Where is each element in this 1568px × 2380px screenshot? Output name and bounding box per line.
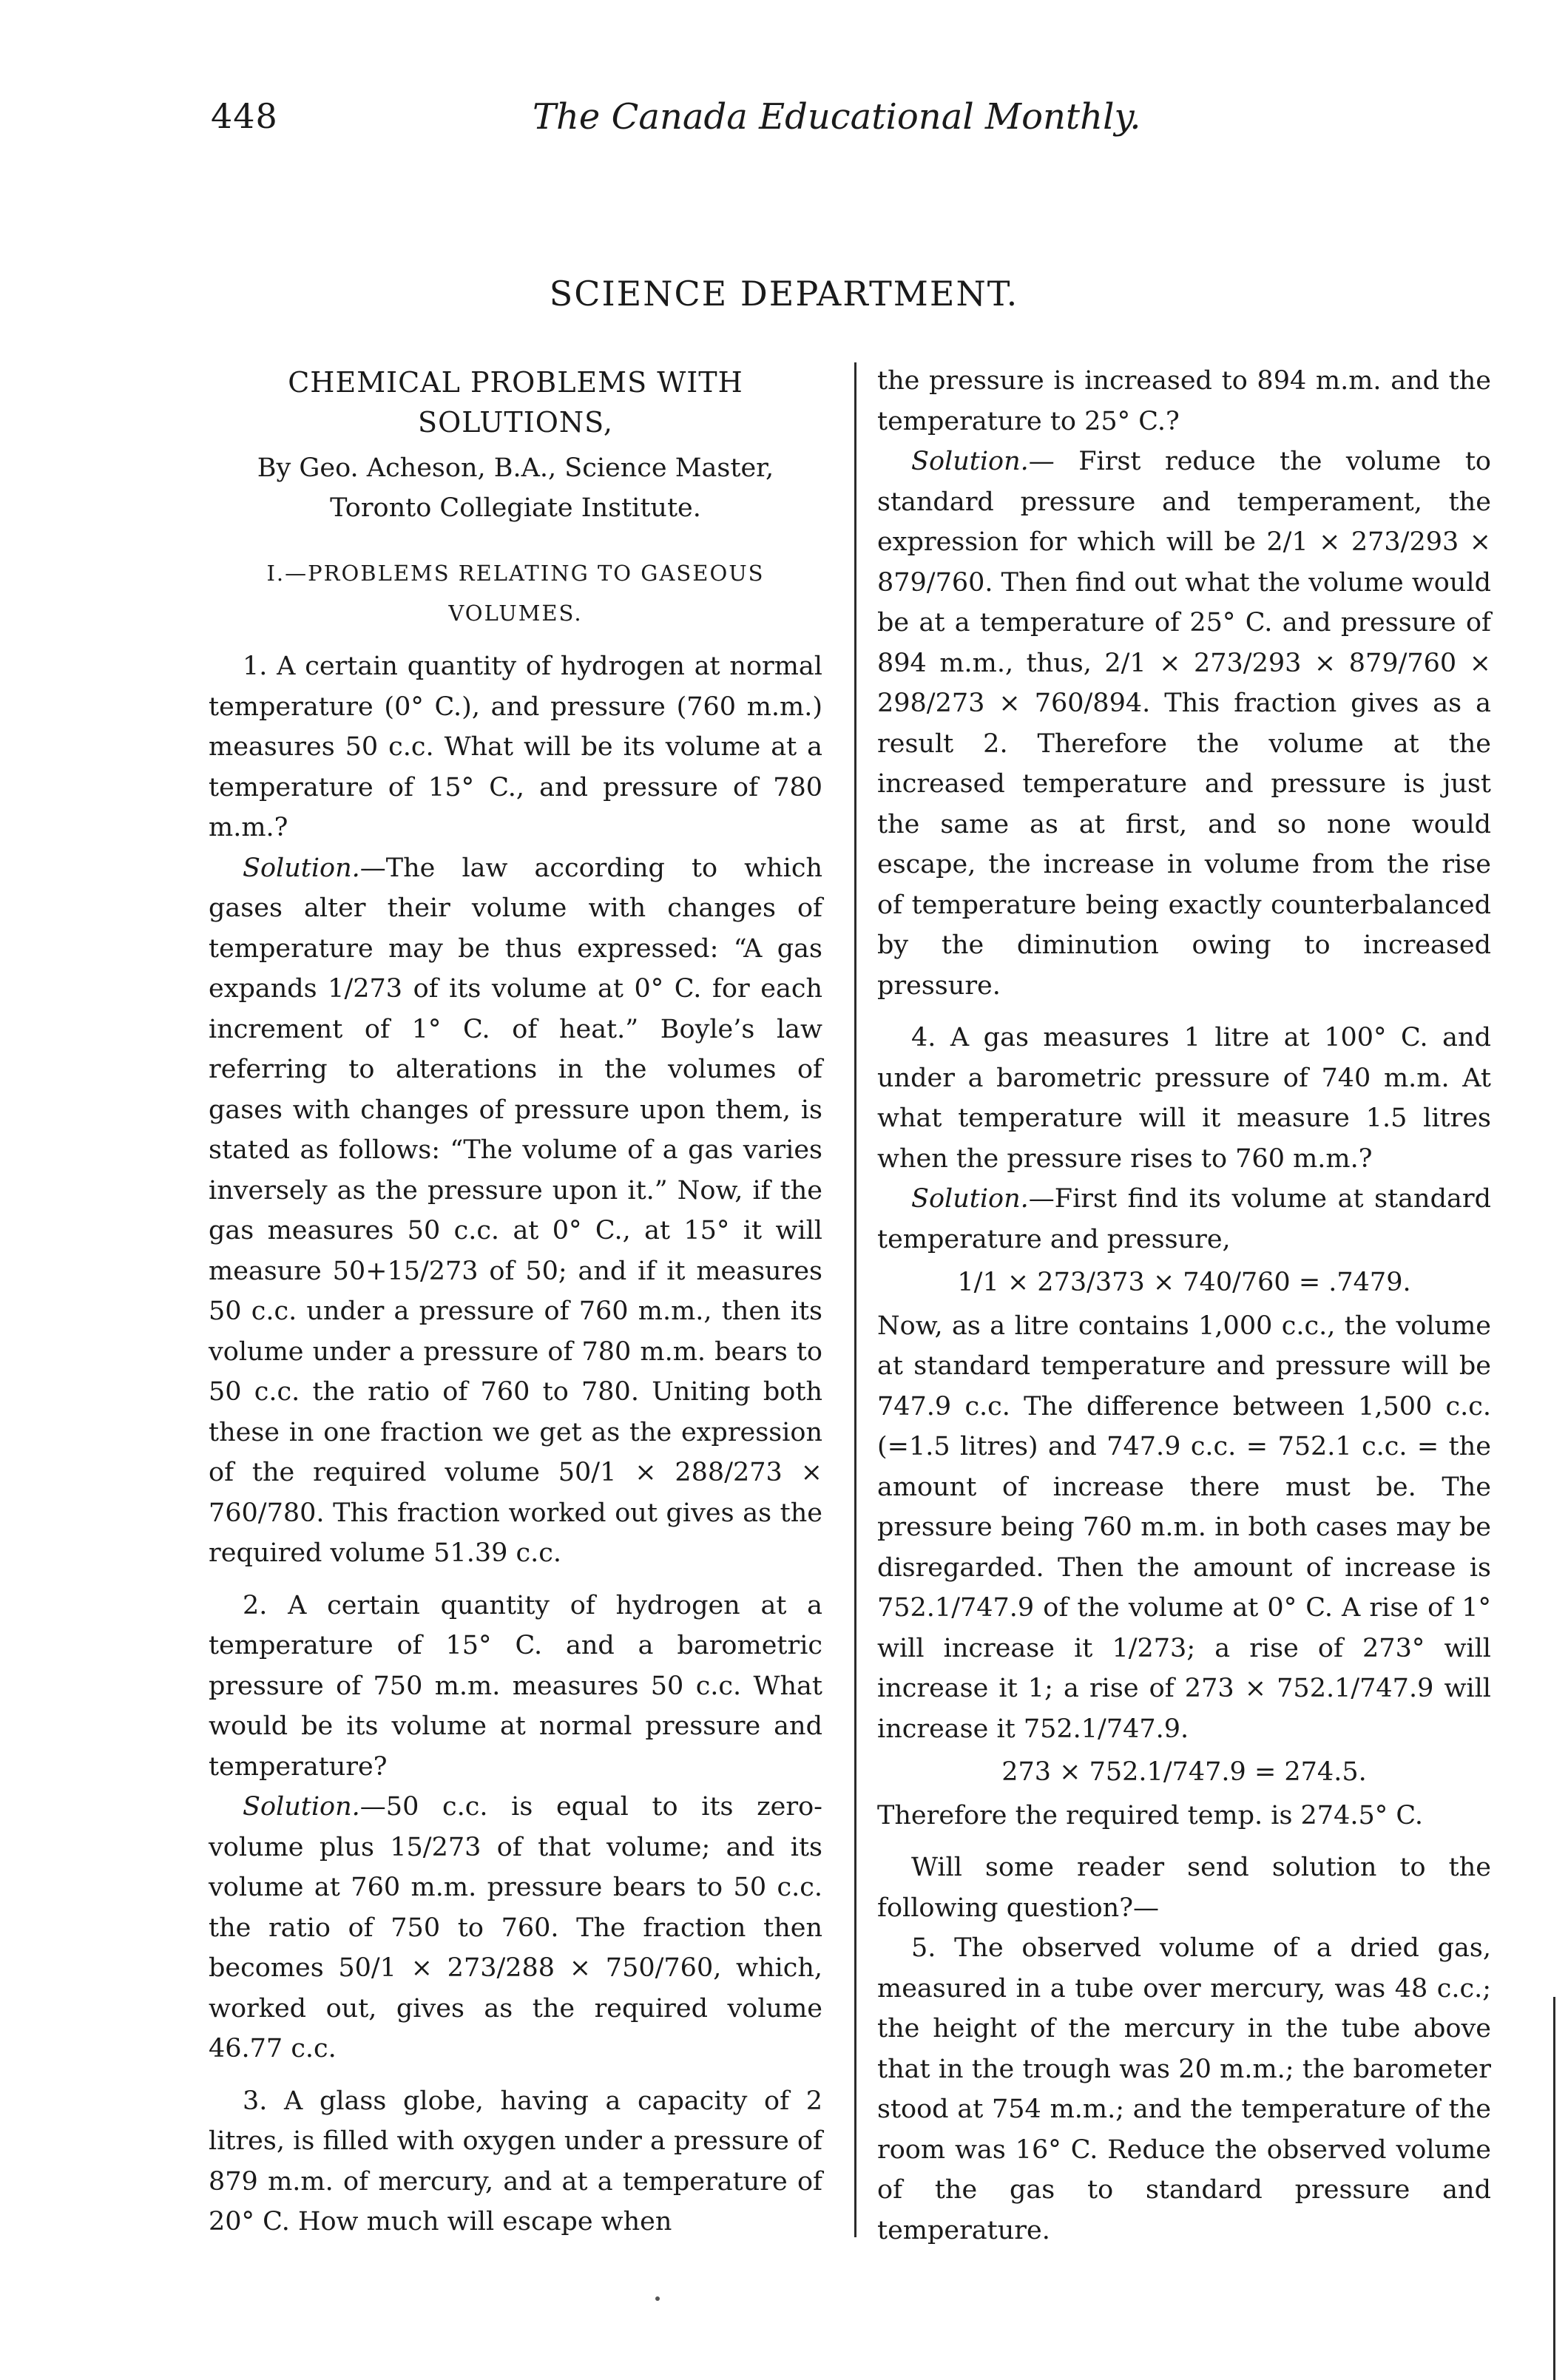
problem-3: 3. A glass globe, having a capacity of 2 litres, is filled with oxygen under a pressure of 879 m.m. of mercury, and at a temperature of 20° C. How much will escape when (209, 2086, 822, 2237)
running-head (0, 96, 1568, 155)
right-column (877, 361, 1491, 2251)
article-title: CHEMICAL PROBLEMS WITH SOLUTIONS, (288, 366, 743, 439)
page-number: 448 (211, 96, 278, 136)
byline-line-1: By Geo. Acheson, B.A., Science Master, (257, 453, 774, 483)
solution-1 (209, 848, 822, 1574)
section-heading: I.—PROBLEMS RELATING TO GASEOUS VOLUMES. (266, 561, 765, 626)
problem-5: 5. The observed volume of a dried gas, measured in a tube over mercury, was 48 c.c.; the height of the mercury in the tube above that in the trough was 20 m.m.; the barometer stood at 754 m.m.; and the temperature of the room was 16° C. Reduce the observed volume of the gas to standard pressure and temperature. (877, 1933, 1491, 2245)
solution-label: Solution. (243, 1792, 360, 1822)
solution-label: Solution. (243, 853, 360, 883)
byline-line-2: Toronto Collegiate Institute. (330, 493, 701, 523)
formula-2: 273 × 752.1/747.9 = 274.5. (1001, 1757, 1367, 1787)
solution-1-text: —The law according to which gases alter their volume with changes of temperature may be thus expressed: “A gas expands 1/273 of its volume at 0° C. for each increment of 1° C. of heat.” Boyle’s law referring to alterations in the volumes of gases with changes of pressure upon them, is stated as follows: “The volume of a gas varies inversely as the pressure upon it.” Now, if the gas measures 50 c.c. at 0° C., at 15° it will measure 50+15/273 of 50; and if it measures 50 c.c. under a pressure of 760 m.m., then its volume under a pressure of 780 m.m. bears to 50 c.c. the ratio of 760 to 780. Uniting both these in one fraction we get as the expression of the required volume 50/1 × 288/273 × 760/780. This fraction worked out gives as the required volume 51.39 c.c. (209, 853, 822, 1568)
article-byline (209, 448, 822, 528)
solution-2 (209, 1787, 822, 2069)
solution-4-result: Therefore the required temp. is 274.5° C. (877, 1800, 1424, 1830)
print-speck (655, 2296, 660, 2301)
solution-4-text: —First find its volume at standard temperature and pressure, (877, 1184, 1491, 1254)
reader-request: Will some reader send solution to the following question?— (877, 1853, 1491, 1923)
problem-4: 4. A gas measures 1 litre at 100° C. and under a barometric pressure of 740 m.m. At what temperature will it measure 1.5 litres when the pressure rises to 760 m.m.? (877, 1023, 1491, 1174)
solution-label: Solution. (911, 1184, 1029, 1214)
solution-4-continued: Now, as a litre contains 1,000 c.c., the volume at standard temperature and pressure will be 747.9 c.c. The difference between 1,500 c.c. (=1.5 litres) and 747.9 c.c. = 752.1 c.c. = the amount of increase there must be. The pressure being 760 m.m. in both cases may be disregarded. Then the amount of increase is 752.1/747.9 of the volume at 0° C. A rise of 1° will increase it 1/273; a rise of 273° will increase it 1; a rise of 273 × 752.1/747.9 will increase it 752.1/747.9. (877, 1311, 1491, 1744)
column-rule (854, 362, 856, 2237)
solution-2-text: —50 c.c. is equal to its zero-volume plus 15/273 of that volume; and its volume at 760 m.m. pressure bears to 50 c.c. the ratio of 750 to 760. The fraction then becomes 50/1 × 273/288 × 750/760, which, worked out, gives as the required volume 46.77 c.c. (209, 1792, 822, 2063)
solution-3 (877, 442, 1491, 1006)
journal-title: The Canada Educational Monthly. (533, 96, 1141, 138)
left-column (209, 362, 822, 2242)
problem-1: 1. A certain quantity of hydrogen at normal temperature (0° C.), and pressure (760 m.m.) measures 50 c.c. What will be its volume at a temperature of 15° C., and pressure of 780 m.m.? (209, 652, 822, 842)
problem-3-continued: the pressure is increased to 894 m.m. and the temperature to 25° C.? (877, 366, 1491, 436)
formula-1: 1/1 × 273/373 × 740/760 = .7479. (957, 1268, 1411, 1297)
solution-4 (877, 1179, 1491, 1260)
page-edge-rule (1553, 1997, 1555, 2380)
solution-label: Solution. (911, 447, 1029, 476)
problem-2: 2. A certain quantity of hydrogen at a temperature of 15° C. and a barometric pressure of 750 m.m. measures 50 c.c. What would be its volume at normal pressure and temperature? (209, 1590, 822, 1782)
solution-3-text: — First reduce the volume to standard pressure and temperament, the expression for which will be 2/1 × 273/293 × 879/760. Then find out what the volume would be at a temperature of 25° C. and pressure of 894 m.m., thus, 2/1 × 273/293 × 879/760 × 298/273 × 760/894. This fraction gives as a result 2. Therefore the volume at the increased temperature and pressure is just the same as at first, and so none would escape, the increase in volume from the rise of temperature being exactly counterbalanced by the diminution owing to increased pressure. (877, 447, 1491, 1001)
department-title: SCIENCE DEPARTMENT. (549, 274, 1019, 314)
